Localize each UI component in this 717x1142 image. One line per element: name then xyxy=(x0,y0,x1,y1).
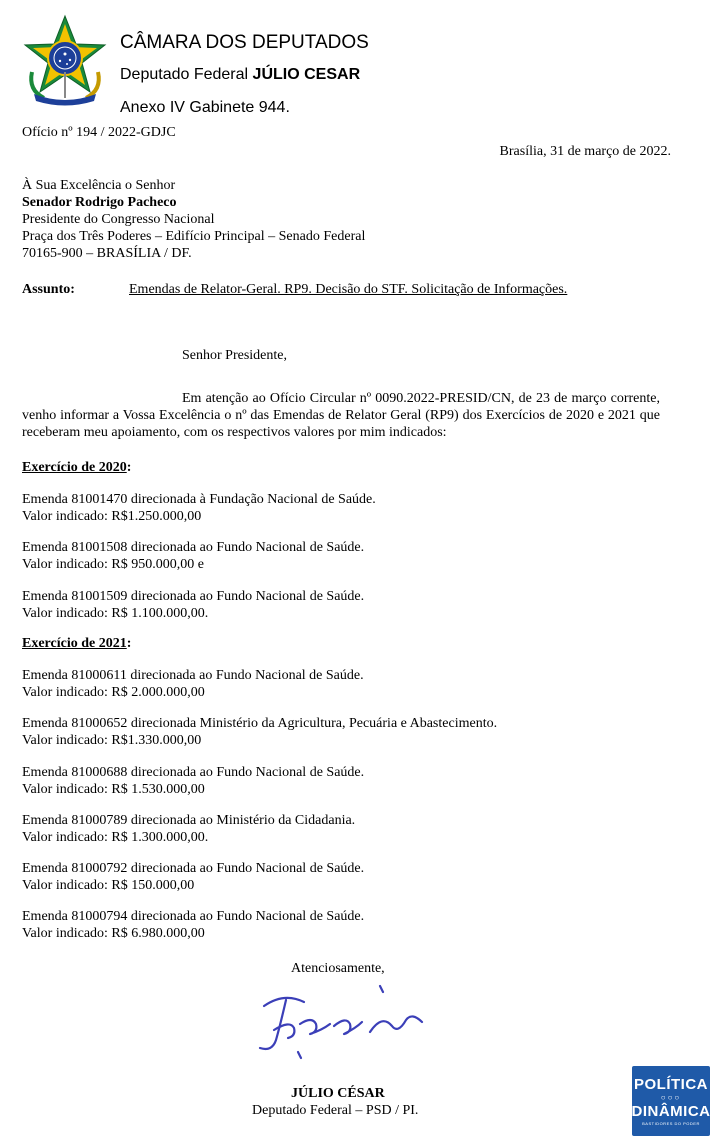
valor-line: Valor indicado: R$ 150.000,00 xyxy=(22,878,195,893)
emenda-line: Emenda 81001509 direcionada ao Fundo Nacional de Saúde. xyxy=(22,589,365,604)
addressee-title: Presidente do Congresso Nacional xyxy=(22,212,215,227)
list-item xyxy=(22,812,355,846)
emenda-line: Emenda 81000792 direcionada ao Fundo Nacional de Saúde. xyxy=(22,861,365,876)
valor-line: Valor indicado: R$ 6.980.000,00 xyxy=(22,926,205,941)
emenda-line: Emenda 81000794 direcionada ao Fundo Nacional de Saúde. xyxy=(22,909,365,924)
emenda-line: Emenda 81000611 direcionada ao Fundo Nacional de Saúde. xyxy=(22,668,364,683)
deputy-line xyxy=(120,66,360,84)
section-heading-2021 xyxy=(22,636,131,652)
emenda-line: Emenda 81001470 direcionada à Fundação Nacional de Saúde. xyxy=(22,492,376,507)
greeting: Senhor Presidente, xyxy=(182,348,287,363)
watermark-tagline: BASTIDORES DO PODER xyxy=(642,1120,700,1126)
institution-name: CÂMARA DOS DEPUTADOS xyxy=(120,32,369,53)
list-item xyxy=(22,715,497,749)
addressee-salutation: À Sua Excelência o Senhor xyxy=(22,178,176,193)
date-line: Brasília, 31 de março de 2022. xyxy=(499,144,671,159)
list-item xyxy=(22,860,364,894)
watermark-dots-icon: ○○○ xyxy=(660,1092,682,1102)
valor-line: Valor indicado: R$ 2.000.000,00 xyxy=(22,685,205,700)
body-paragraph: Em atenção ao Ofício Circular nº 0090.2022-PRESID/CN, de 23 de março corrente, venho informar a Vossa Excelência o nº das Emendas de Relator Geral (RP9) dos Exercícios de 2020 e 2021 que receberam meu apoiamento, com os respectivos valores por mim indicados: xyxy=(22,391,660,440)
signatory-name: JÚLIO CÉSAR xyxy=(291,1086,385,1101)
handwritten-signature xyxy=(252,978,437,1063)
valor-line: Valor indicado: R$ 1.100.000,00. xyxy=(22,606,209,621)
list-item xyxy=(22,764,364,798)
addressee-address: Praça dos Três Poderes – Edifício Principal – Senado Federal xyxy=(22,229,366,244)
section-heading-text: Exercício de 2021 xyxy=(22,636,127,651)
list-item xyxy=(22,491,376,525)
watermark-line2: DINÂMICA xyxy=(631,1102,711,1120)
closing: Atenciosamente, xyxy=(291,961,385,976)
coat-of-arms-emblem xyxy=(22,14,108,106)
deputy-prefix: Deputado Federal xyxy=(120,66,249,83)
valor-line: Valor indicado: R$ 1.530.000,00 xyxy=(22,782,205,797)
emenda-line: Emenda 81000652 direcionada Ministério da Agricultura, Pecuária e Abastecimento. xyxy=(22,716,498,731)
addressee-name: Senador Rodrigo Pacheco xyxy=(22,195,177,210)
office-address: Anexo IV Gabinete 944. xyxy=(120,99,290,116)
section-heading-colon: : xyxy=(126,460,132,475)
subject-text: Emendas de Relator-Geral. RP9. Decisão do STF. Solicitação de Informações. xyxy=(129,282,568,297)
addressee-city: 70165-900 – BRASÍLIA / DF. xyxy=(22,246,192,261)
section-heading-colon: : xyxy=(126,636,132,651)
emenda-line: Emenda 81000789 direcionada ao Ministério da Cidadania. xyxy=(22,813,356,828)
valor-line: Valor indicado: R$ 950.000,00 e xyxy=(22,557,204,572)
signatory-role: Deputado Federal – PSD / PI. xyxy=(252,1103,419,1118)
section-heading-text: Exercício de 2020 xyxy=(22,460,127,475)
valor-line: Valor indicado: R$1.250.000,00 xyxy=(22,509,202,524)
list-item xyxy=(22,908,364,942)
reference-number: Ofício nº 194 / 2022-GDJC xyxy=(22,125,176,140)
valor-line: Valor indicado: R$1.330.000,00 xyxy=(22,733,202,748)
list-item xyxy=(22,588,364,622)
addressee-block xyxy=(22,177,365,262)
emenda-line: Emenda 81000688 direcionada ao Fundo Nacional de Saúde. xyxy=(22,765,365,780)
list-item xyxy=(22,539,364,573)
list-item xyxy=(22,667,364,701)
section-heading-2020 xyxy=(22,460,131,476)
politica-dinamica-watermark xyxy=(632,1066,710,1136)
valor-line: Valor indicado: R$ 1.300.000,00. xyxy=(22,830,209,845)
deputy-name: JÚLIO CESAR xyxy=(252,66,361,83)
subject-label: Assunto: xyxy=(22,282,75,297)
watermark-line1: POLÍTICA xyxy=(634,1075,708,1093)
emenda-line: Emenda 81001508 direcionada ao Fundo Nacional de Saúde. xyxy=(22,540,365,555)
